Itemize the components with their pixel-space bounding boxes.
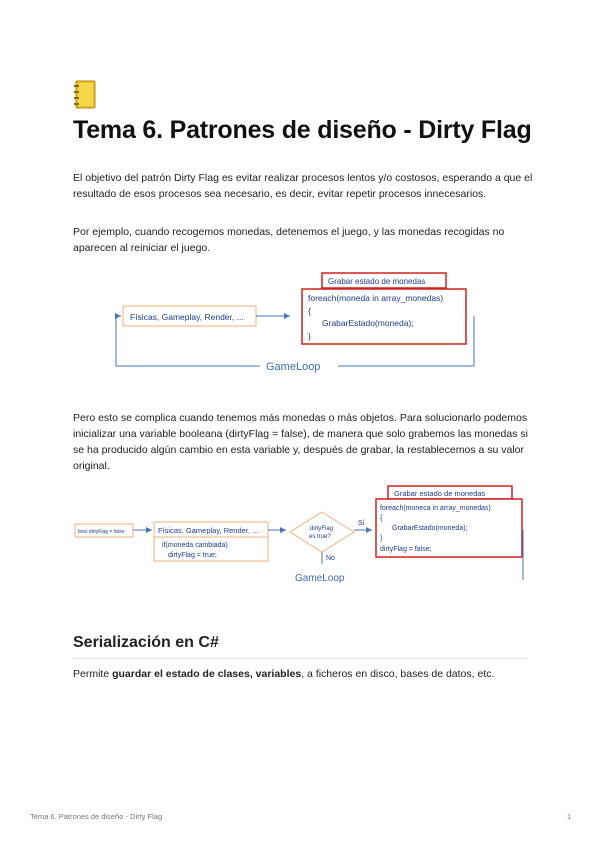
code-line-4: } [380,535,383,542]
footer-title: Tema 6. Patrones de diseño - Dirty Flag [30,812,163,821]
code-line-1: foreach(moneca in array_monedas) [380,505,491,512]
intro-paragraph: El objetivo del patrón Dirty Flag es evitar realizar procesos lentos y/o costosos, esperando a que el resultado de esos procesos sea necesario, es decir, evitar repetir procesos innecesarios. [73,172,533,200]
decision-line-1: dirtyFlag [310,526,334,532]
no-label: No [326,555,335,562]
code-line-3: GrabarEstado(moneda); [322,318,414,328]
init-label: bool dirtyFlag = false; [78,529,126,535]
code-line-1: foreach(moneda in array_monedas) [308,293,444,303]
code-line-2: { [380,515,383,522]
p4-text-a: Permite [73,668,113,680]
serialization-paragraph [73,666,533,682]
dirty-flag-decision [290,512,354,552]
change-check-line-2: dirtyFlag = true; [168,552,217,559]
gameloop-label: GameLoop [266,361,321,373]
p4-bold: guardar el estado de clases, variables [112,668,302,680]
code-line-3: GrabarEstado(moneda); [392,525,468,532]
example-paragraph: Por ejemplo, cuando recogemos monedas, detenemos el juego, y las monedas recogidas no aparecen al reiniciar el juego. [73,226,505,254]
code-line-4: } [308,331,311,341]
decision-line-2: es true? [309,534,331,540]
gameloop-diagram-dirty-flag [72,482,532,592]
process-box-label: Físicas, Gameplay, Render, ... [130,312,244,322]
save-label: Grabar estado de monedas [394,489,486,498]
section-divider [73,658,528,659]
notebook-icon [73,80,97,110]
gameloop-label: GameLoop [295,573,345,584]
change-check-line-1: if(moneda cambiada) [162,542,228,549]
save-label: Grabar estado de monedas [328,277,426,286]
p4-text-c: , a ficheros en disco, bases de datos, etc. [301,668,495,680]
section-heading: Serialización en C# [73,634,219,651]
code-line-2: { [308,306,311,316]
gameloop-diagram-simple [110,270,490,380]
dirty-flag-paragraph: Pero esto se complica cuando tenemos más monedas o más objetos. Para solucionarlo podemos inicializar una variable booleana (dirtyFlag = false), de manera que solo grabemos las monedas si se ha producido algún cambio en esta variable y, después de grabar, la restablecemos a su valor original. [73,412,528,472]
page-title: Tema 6. Patrones de diseño - Dirty Flag [73,116,532,144]
process-box-label: Físicas, Gameplay, Render, ... [158,526,259,535]
yes-label: Sí [358,520,365,527]
code-line-5: dirtyFlag = false; [380,546,432,553]
footer-page-number: 1 [567,812,572,821]
